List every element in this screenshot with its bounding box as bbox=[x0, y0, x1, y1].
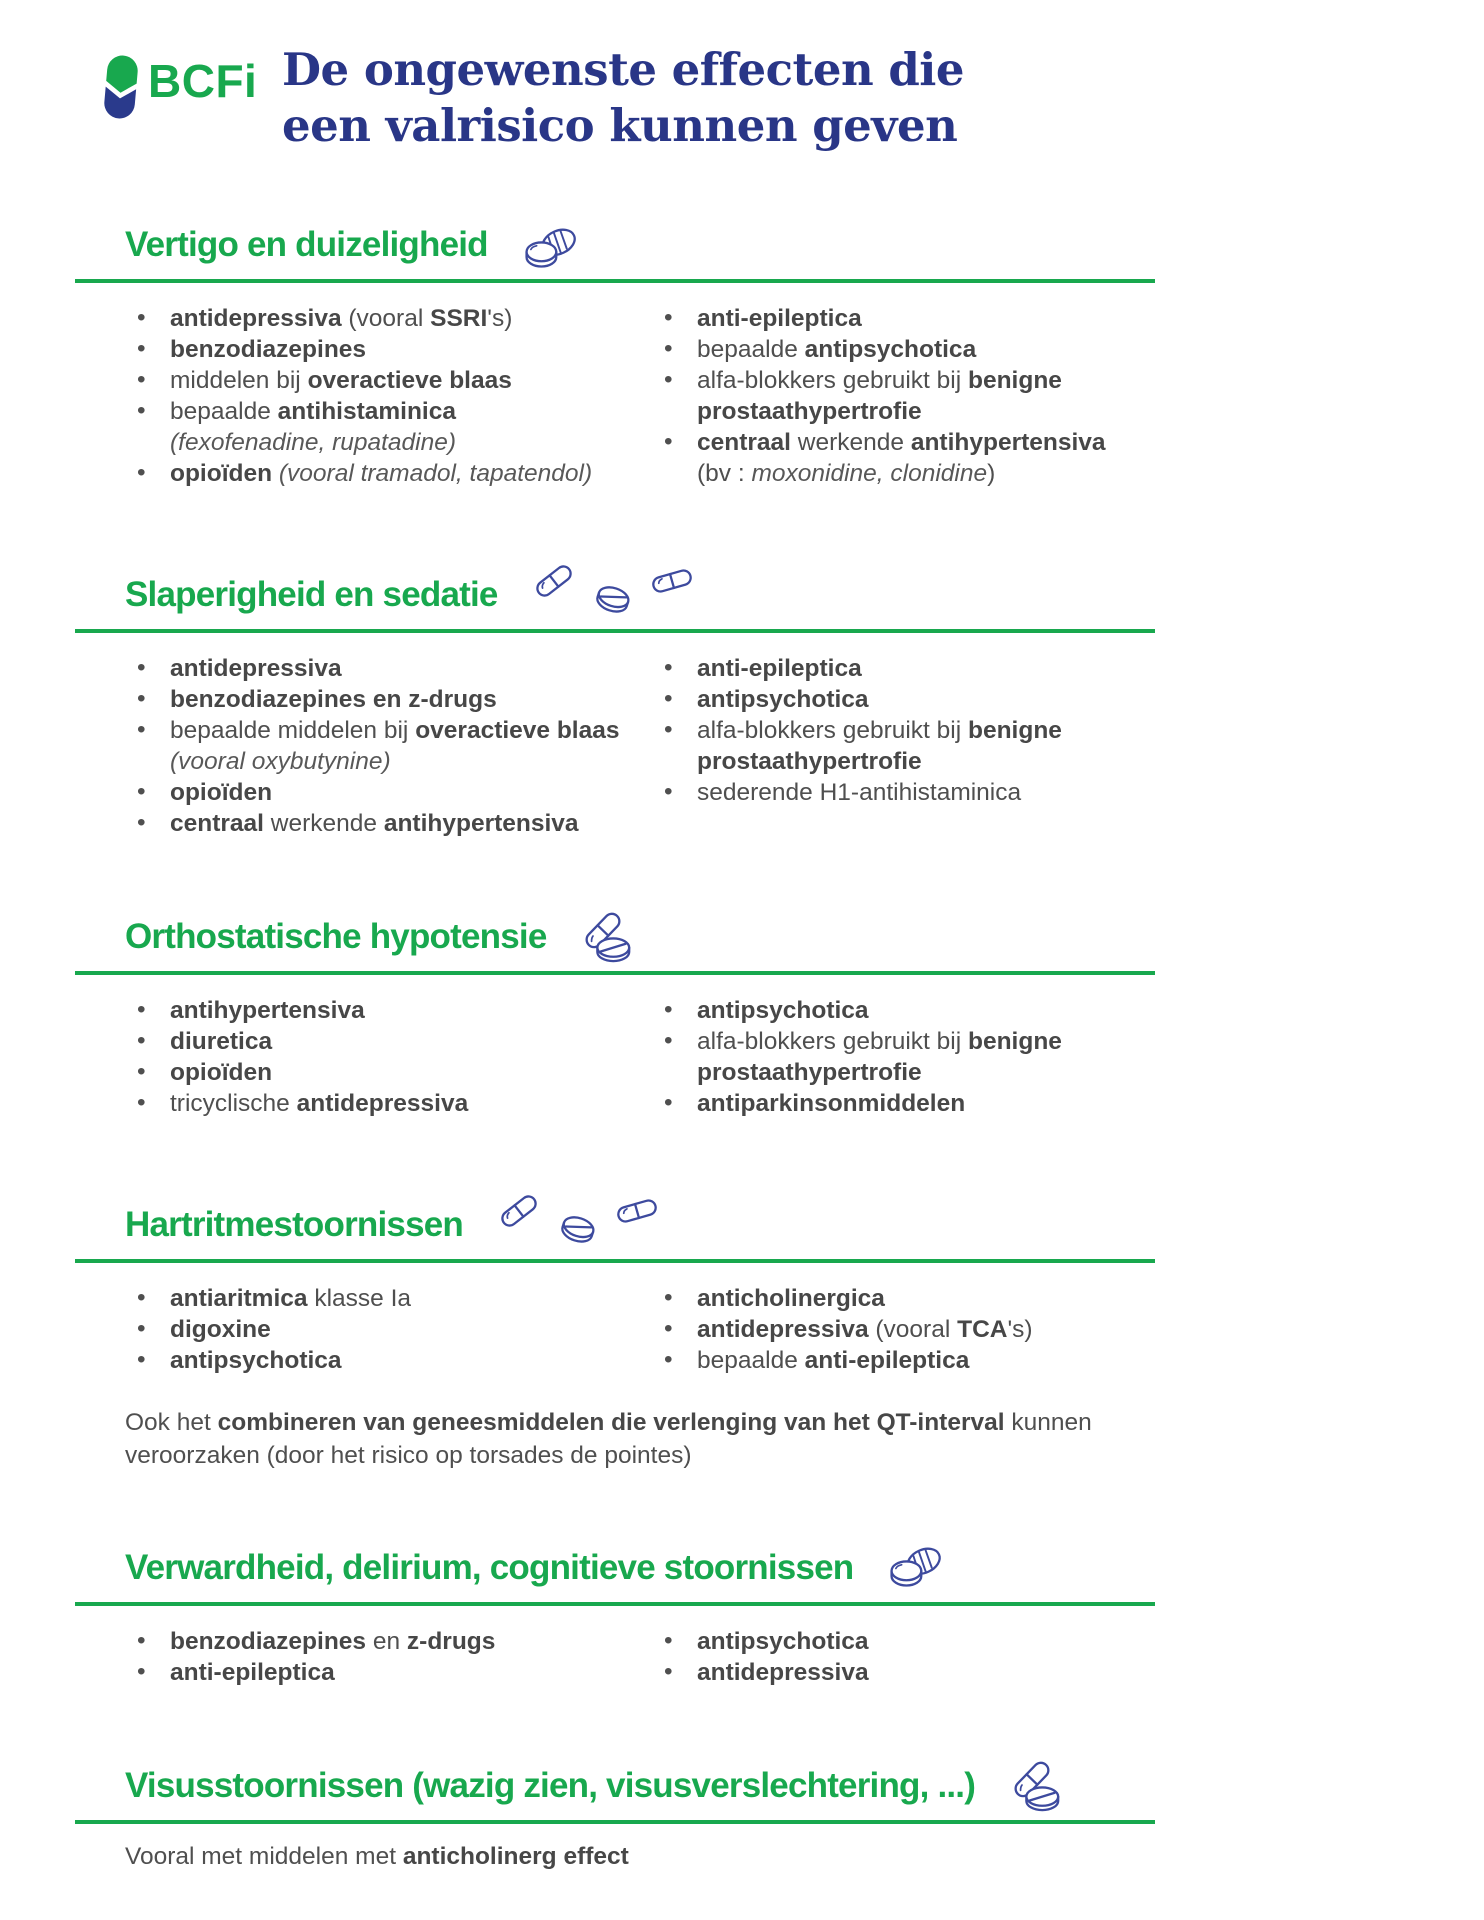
bullet-list-right bbox=[660, 1283, 1155, 1376]
list-item: • antipsychotica bbox=[660, 995, 1155, 1026]
list-item: • alfa-blokkers gebruikt bij benigne prostaathypertrofie bbox=[660, 365, 1155, 427]
list-item: • benzodiazepines en z-drugs bbox=[133, 684, 660, 715]
list-item: • centraal werkende antihypertensiva bbox=[133, 808, 660, 839]
section-orthostatische bbox=[75, 911, 1155, 1119]
list-item: • middelen bij overactieve blaas bbox=[133, 365, 660, 396]
page-title bbox=[282, 42, 964, 154]
list-item: • bepaalde antipsychotica bbox=[660, 334, 1155, 365]
section-hartritme bbox=[75, 1191, 1155, 1472]
list-item: • antidepressiva bbox=[660, 1657, 1155, 1688]
list-item: • diuretica bbox=[133, 1026, 660, 1057]
section-heading-row bbox=[75, 1760, 1155, 1808]
section-heading: Verwardheid, delirium, cognitieve stoornissen bbox=[125, 1547, 854, 1587]
capsule-icon bbox=[532, 561, 576, 601]
section-icons bbox=[522, 225, 580, 267]
section-heading: Orthostatische hypotensie bbox=[125, 916, 547, 956]
list-item: • antidepressiva bbox=[133, 653, 660, 684]
section-divider bbox=[75, 1820, 1155, 1824]
bullet-list-right bbox=[660, 1626, 1155, 1688]
list-item: • anti-epileptica bbox=[133, 1657, 660, 1688]
capsule-and-tablet-icon bbox=[580, 911, 634, 963]
list-item: • antidepressiva (vooral TCA's) bbox=[660, 1314, 1155, 1345]
section-heading: Slaperigheid en sedatie bbox=[125, 574, 498, 614]
section-heading-row bbox=[75, 561, 1155, 617]
list-item: • anti-epileptica bbox=[660, 303, 1155, 334]
two-tablets-icon bbox=[522, 225, 580, 271]
list-item: • opioïden bbox=[133, 777, 660, 808]
section-divider bbox=[75, 971, 1155, 975]
list-item: • antiaritmica klasse Ia bbox=[133, 1283, 660, 1314]
bullet-list-right bbox=[660, 303, 1155, 489]
section-columns bbox=[75, 995, 1155, 1119]
list-item: • antiparkinsonmiddelen bbox=[660, 1088, 1155, 1119]
bullet-list-left bbox=[133, 653, 660, 839]
section-icons bbox=[532, 561, 694, 617]
section-verwardheid bbox=[75, 1544, 1155, 1688]
bullet-list-left bbox=[133, 1283, 660, 1376]
section-icons bbox=[1009, 1760, 1063, 1808]
section-heading: Vertigo en duizeligheid bbox=[125, 224, 488, 264]
section-heading-row bbox=[75, 1191, 1155, 1247]
capsule-icon bbox=[644, 554, 700, 608]
section-heading-row bbox=[75, 911, 1155, 959]
section-divider bbox=[75, 1259, 1155, 1263]
list-item: • benzodiazepines bbox=[133, 334, 660, 365]
list-item: • antihypertensiva bbox=[133, 995, 660, 1026]
section-divider bbox=[75, 279, 1155, 283]
section-divider bbox=[75, 1602, 1155, 1606]
section-visusstoornissen bbox=[75, 1760, 1155, 1873]
bullet-list-left bbox=[133, 303, 660, 489]
list-item: • bepaalde antihistaminica (fexofenadine, rupatadine) bbox=[133, 396, 660, 458]
section-columns bbox=[75, 653, 1155, 839]
page-title-line1: De ongewenste effecten die bbox=[282, 43, 965, 96]
section-divider bbox=[75, 629, 1155, 633]
section-icons bbox=[887, 1544, 945, 1590]
capsule-and-tablet-icon bbox=[1009, 1760, 1063, 1812]
capsule-icon bbox=[497, 1191, 541, 1231]
list-item: • opioïden bbox=[133, 1057, 660, 1088]
bullet-list-left bbox=[133, 995, 660, 1119]
round-tablet-icon bbox=[592, 581, 634, 617]
section-heading: Hartritmestoornissen bbox=[125, 1204, 463, 1244]
section-vertigo bbox=[75, 222, 1155, 490]
section-columns bbox=[75, 303, 1155, 489]
section-columns bbox=[75, 1283, 1155, 1376]
section-heading: Visusstoornissen (wazig zien, visusverslechtering, ...) bbox=[125, 1765, 976, 1805]
qt-interval-note: Ook het combineren van geneesmiddelen die verlenging van het QT-interval kunnen veroorzaken (door het risico op torsades de pointes) bbox=[125, 1409, 1092, 1470]
list-item: • antipsychotica bbox=[133, 1345, 660, 1376]
bcfi-logo bbox=[100, 48, 282, 126]
list-item: • centraal werkende antihypertensiva (bv : moxonidine, clonidine) bbox=[660, 427, 1155, 489]
list-item: • opioïden (vooral tramadol, tapatendol) bbox=[133, 458, 660, 489]
pill-capsule-logo-icon bbox=[100, 48, 142, 126]
section-slaperigheid bbox=[75, 561, 1155, 839]
section-icons bbox=[580, 911, 634, 959]
list-item: • anticholinergica bbox=[660, 1283, 1155, 1314]
list-item: • alfa-blokkers gebruikt bij benigne prostaathypertrofie bbox=[660, 1026, 1155, 1088]
bullet-list-right bbox=[660, 653, 1155, 839]
logo-text: BCFi bbox=[148, 55, 258, 107]
header bbox=[100, 42, 1484, 154]
content bbox=[75, 222, 1155, 1874]
two-tablets-icon bbox=[887, 1544, 945, 1590]
list-item: • digoxine bbox=[133, 1314, 660, 1345]
section-columns bbox=[75, 1626, 1155, 1688]
capsule-icon bbox=[609, 1184, 665, 1238]
bullet-list-right bbox=[660, 995, 1155, 1119]
anticholinerg-note: Vooral met middelen met anticholinerg effect bbox=[125, 1843, 629, 1871]
section-heading-row bbox=[75, 1544, 1155, 1590]
list-item: • bepaalde middelen bij overactieve blaas (vooral oxybutynine) bbox=[133, 715, 660, 777]
list-item: • tricyclische antidepressiva bbox=[133, 1088, 660, 1119]
page-title-line2: een valrisico kunnen geven bbox=[282, 98, 958, 152]
section-icons bbox=[497, 1191, 659, 1247]
section-heading-row bbox=[75, 222, 1155, 268]
list-item: • antipsychotica bbox=[660, 684, 1155, 715]
list-item: • bepaalde anti-epileptica bbox=[660, 1345, 1155, 1376]
list-item: • sederende H1-antihistaminica bbox=[660, 777, 1155, 808]
list-item: • alfa-blokkers gebruikt bij benigne prostaathypertrofie bbox=[660, 715, 1155, 777]
bullet-list-left bbox=[133, 1626, 660, 1688]
list-item: • antipsychotica bbox=[660, 1626, 1155, 1657]
list-item: • benzodiazepines en z-drugs bbox=[133, 1626, 660, 1657]
round-tablet-icon bbox=[557, 1211, 599, 1247]
list-item: • antidepressiva (vooral SSRI's) bbox=[133, 303, 660, 334]
list-item: • anti-epileptica bbox=[660, 653, 1155, 684]
